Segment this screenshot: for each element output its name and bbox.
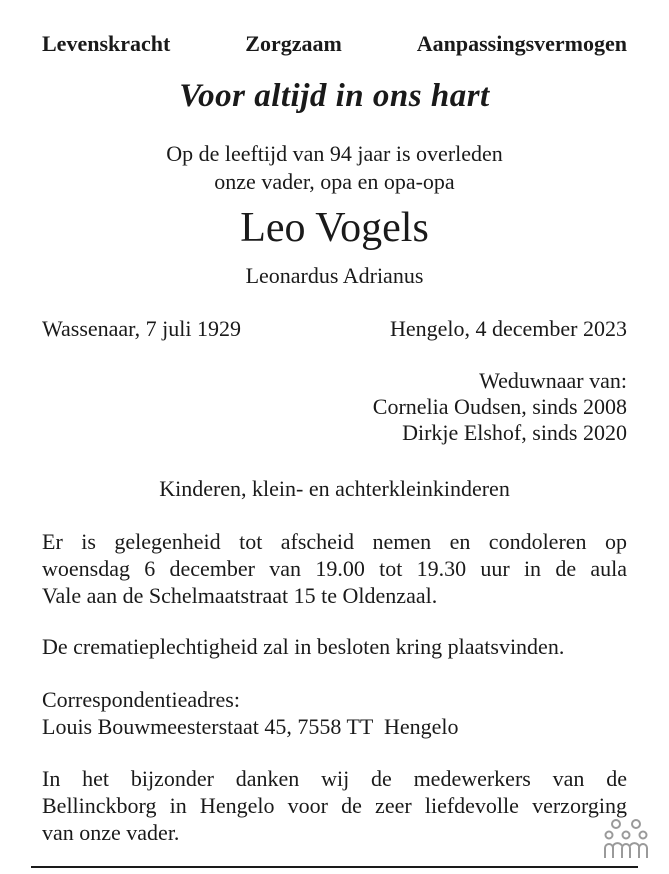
spouse-1: Cornelia Oudsen, sinds 2008 <box>372 394 627 419</box>
cremation-text: De crematieplechtigheid zal in besloten kring plaatsvinden. <box>42 634 565 659</box>
dates-row <box>42 316 627 342</box>
intro-line-2: onze vader, opa en opa-opa <box>214 169 455 194</box>
value-1: Levenskracht <box>42 31 171 56</box>
family-line: Kinderen, klein- en achterkleinkinderen <box>159 476 510 501</box>
widower-heading: Weduwnaar van: <box>479 368 627 393</box>
given-names: Leonardus Adrianus <box>245 263 424 288</box>
birth-date: Wassenaar, 7 juli 1929 <box>42 316 241 341</box>
condolence-line-3: Vale aan de Schelmaatstraat 15 te Oldenzaal. <box>42 583 438 608</box>
condolence-line-2: woensdag 6 december van 19.00 tot 19.30 uur in de aula <box>42 556 627 581</box>
death-date: Hengelo, 4 december 2023 <box>389 316 627 341</box>
bottom-divider <box>31 866 638 868</box>
condolence-line-1: Er is gelegenheid tot afscheid nemen en condoleren op <box>42 529 627 554</box>
correspondence-paragraph <box>42 686 627 740</box>
spouse-2: Dirkje Elshof, sinds 2020 <box>402 420 627 445</box>
value-3: Aanpassingsvermogen <box>416 31 627 56</box>
value-2: Zorgzaam <box>245 31 342 56</box>
cremation-paragraph <box>42 633 627 660</box>
correspondence-label: Correspondentieadres: <box>42 687 240 712</box>
condolence-paragraph <box>42 528 627 609</box>
intro-line-1: Op de leeftijd van 94 jaar is overleden <box>166 141 503 166</box>
people-group-icon <box>603 818 649 860</box>
values-row <box>42 31 627 57</box>
intro-text <box>0 140 669 196</box>
correspondence-address: Louis Bouwmeesterstaat 45, 7558 TT Hengelo <box>42 714 459 739</box>
thanks-line-3: van onze vader. <box>42 820 180 845</box>
motto: Voor altijd in ons hart <box>179 78 490 114</box>
thanks-line-2: Bellinckborg in Hengelo voor de zeer liefdevolle verzorging <box>42 793 627 818</box>
thanks-line-1: In het bijzonder danken wij de medewerkers van de <box>42 766 627 791</box>
deceased-name: Leo Vogels <box>240 205 429 251</box>
widower-block <box>373 368 627 446</box>
thanks-paragraph <box>42 765 627 846</box>
